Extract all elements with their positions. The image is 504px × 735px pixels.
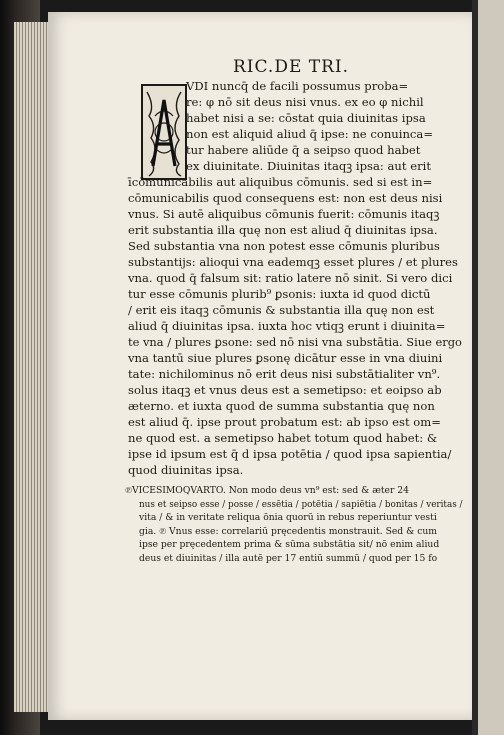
text-line: vna. quod q̄ falsum sit: ratio latere nō sinit. Si vero dici xyxy=(128,271,453,285)
text-line: tate: nichilominus nō erit deus nisi substātialiter vn⁹. xyxy=(128,367,441,381)
text-line: non est aliquid aliud q̄ ipse: ne conuinca= xyxy=(186,127,434,141)
text-line: substantijs: alioqui vna eademqꝫ esset plures / et plures xyxy=(128,255,458,269)
text-line: / erit eis itaqꝫ cōmunis & substantia illa quę non est xyxy=(128,303,435,317)
text-line: quod diuinitas ipsa. xyxy=(128,463,244,477)
text-line: VDI nuncq̄ de facili possumus proba= xyxy=(186,79,409,93)
text-line: ex diuinitate. Diuinitas itaqꝫ ipsa: aut erit xyxy=(186,159,431,173)
text-line: tur esse cōmunis plurib⁹ ꝑsonis: iuxta id quod dictū xyxy=(128,287,431,301)
text-line: erit substantia illa quę non est aliud q̄ diuinitas ipsa. xyxy=(128,223,438,237)
text-line: te vna / plures ꝑsone: sed nō nisi vna substātia. Siue ergo xyxy=(128,335,462,349)
decorated-initial xyxy=(141,84,187,180)
note-line: nus et seipso esse / posse / essētia / potētia / sapiētia / bonitas / veritas / xyxy=(139,498,463,510)
text-line: habet nisi a se: cōstat quia diuinitas ipsa xyxy=(186,111,426,125)
note-line: ipse per pręcedentem prima & sūma substātia sit/ nō enim aliud xyxy=(139,539,440,550)
text-line: vna tantū siue plures ꝑsonę dicātur esse in vna diuini xyxy=(128,351,443,365)
text-line: īcōmunicabilis aut aliquibus cōmunis. sed si est in= xyxy=(128,175,433,189)
decorated-initial-graphic xyxy=(143,86,185,178)
text-line: aliud q̄ diuinitas ipsa. iuxta hoc vtiqꝫ erunt i diuinita= xyxy=(128,319,446,333)
note-line: ℗VICESIMOQVARTO. Non modo deus vn⁹ est: sed & æter 24 xyxy=(125,485,409,496)
text-line: tur habere aliūde q̄ a seipso quod habet xyxy=(186,143,421,157)
text-line: est aliud q̄. ipse prout probatum est: ab ipso est om= xyxy=(128,415,441,429)
text-line: re: φ nō sit deus nisi vnus. ex eo φ nichil xyxy=(186,95,424,109)
text-line: ipse id ipsum est q̄ d ipsa potētia / quod ipsa sapientia/ xyxy=(128,447,452,461)
text-line: ne quod est. a semetipso habet totum quod habet: & xyxy=(128,431,438,445)
text-line: Sed substantia vna non potest esse cōmunis pluribus xyxy=(128,239,440,253)
running-title: RIC.DE TRI. xyxy=(233,57,350,77)
note-line: vita / & in veritate reliqua ōnia quorū in rebus reperiuntur vesti xyxy=(139,512,437,523)
text-line: vnus. Si autē aliquibus cōmunis fuerit: cōmunis itaqꝫ xyxy=(128,207,440,221)
note-line: deus et diuinitas / illa autē per 17 entiū summū / quod per 15 fo xyxy=(139,552,438,564)
text-line: cōmunicabilis quod consequens est: non est deus nisi xyxy=(128,191,443,205)
text-line: æterno. et iuxta quod de summa substantia quę non xyxy=(128,399,435,413)
text-line: solus itaqꝫ et vnus deus est a semetipso: et eoipso ab xyxy=(128,383,442,397)
facing-page-edge xyxy=(472,0,504,735)
note-line: gia. ℗ Vnus esse: correlariū pręcedentis monstrauit. Sed & cum xyxy=(139,525,437,537)
